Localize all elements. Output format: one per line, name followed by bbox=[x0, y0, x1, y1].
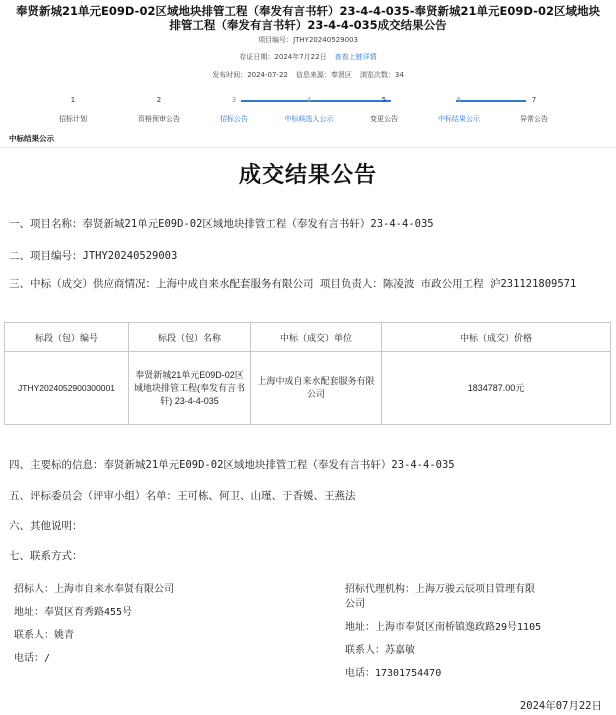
agency-contact: 联系人：苏嘉敏 bbox=[345, 645, 415, 656]
tenderer-contact: 联系人：姚青 bbox=[14, 630, 74, 641]
table-cell: 1834787.00元 bbox=[382, 352, 611, 425]
item-project-number: 二、项目编号：JTHY20240529003 bbox=[9, 250, 178, 262]
source-label: 信息来源： bbox=[295, 71, 331, 79]
views-value: 34 bbox=[394, 71, 404, 79]
document-title: 成交结果公告 bbox=[238, 162, 377, 188]
step-number: 5 bbox=[381, 96, 387, 104]
step-number: 6 bbox=[456, 96, 462, 104]
step-label: 变更公告 bbox=[370, 115, 398, 123]
step-prequalification[interactable] bbox=[124, 95, 194, 124]
item-other-notes: 六、其他说明： bbox=[9, 520, 83, 532]
item-committee: 五、评标委员会（评审小组）名单：王可栋、何卫、山瑾、于香媛、王燕法 bbox=[9, 490, 356, 502]
views-label: 浏览次数： bbox=[359, 71, 395, 79]
table-header-row bbox=[5, 323, 611, 352]
step-abnormal[interactable] bbox=[499, 95, 569, 124]
table-cell: 奉贤新城21单元E09D-02区域地块排管工程(奉发有言书轩) 23-4-4-035 bbox=[129, 352, 251, 425]
step-candidates[interactable] bbox=[274, 95, 344, 124]
chain-details-link[interactable]: 查看上链详情 bbox=[334, 53, 377, 61]
table-cell: 上海中成自来水配套服务有限公司 bbox=[251, 352, 382, 425]
step-number: 7 bbox=[531, 96, 537, 104]
column-header: 标段（包）编号 bbox=[5, 323, 129, 352]
step-plan[interactable] bbox=[38, 95, 108, 124]
deposit-date-value: 2024年7月22日 bbox=[274, 53, 327, 61]
step-label: 招标计划 bbox=[59, 115, 87, 123]
step-number: 2 bbox=[156, 96, 162, 104]
deposit-date-label: 存证日期： bbox=[239, 53, 275, 61]
step-number: 1 bbox=[70, 96, 76, 104]
section-heading: 中标结果公示 bbox=[9, 134, 54, 143]
item-contact-heading: 七、联系方式： bbox=[9, 550, 83, 562]
column-header: 中标（成交）单位 bbox=[251, 323, 382, 352]
tenderer-address: 地址：奉贤区育秀路455号 bbox=[14, 607, 133, 618]
step-tender-notice[interactable] bbox=[199, 95, 269, 124]
step-result[interactable] bbox=[424, 95, 494, 124]
project-number-label: 项目编号： bbox=[258, 36, 294, 44]
tenderer-phone: 电话：/ bbox=[14, 653, 51, 664]
item-project-name: 一、项目名称：奉贤新城21单元E09D-02区域地块排管工程（奉发有言书轩）23-4-4-035 bbox=[9, 218, 434, 230]
project-number-value: JTHY20240529003 bbox=[293, 36, 358, 44]
deposit-line bbox=[0, 52, 616, 62]
item-supplier: 三、中标（成交）供应商情况：上海中成自来水配套服务有限公司 项目负责人：陈凌波 市政公用工程 沪231121809571 bbox=[9, 278, 577, 290]
announcement-date: 2024年07月22日 bbox=[519, 700, 602, 712]
column-header: 标段（包）名称 bbox=[129, 323, 251, 352]
agency-address: 地址：上海市奉贤区南桥镇逸政路29号1105 bbox=[345, 622, 542, 633]
page-title: 奉贤新城21单元E09D-02区域地块排管工程（奉发有言书轩）23-4-4-035-奉贤新城21单元E09D-02区域地块排管工程（奉发有言书轩）23-4-4-035成交结果公告 bbox=[16, 4, 600, 32]
step-number: 3 bbox=[231, 96, 237, 104]
project-number-line bbox=[0, 35, 616, 45]
source-value: 奉贤区 bbox=[330, 71, 352, 79]
step-label: 中标结果公示 bbox=[438, 115, 480, 123]
step-change-notice[interactable] bbox=[349, 95, 419, 124]
agency-name: 招标代理机构：上海万骏云辰项目管理有限 bbox=[345, 584, 535, 595]
item-main-subject: 四、主要标的信息：奉贤新城21单元E09D-02区域地块排管工程（奉发有言书轩）23-4-4-035 bbox=[9, 459, 455, 471]
publish-info-line bbox=[0, 70, 616, 80]
agency-phone: 电话：17301754470 bbox=[345, 668, 442, 679]
step-number: 4 bbox=[306, 96, 312, 104]
step-label: 异常公告 bbox=[520, 115, 548, 123]
step-label: 招标公告 bbox=[220, 115, 248, 123]
step-label: 中标候选人公示 bbox=[284, 115, 334, 123]
step-label: 资格预审公告 bbox=[138, 115, 180, 123]
process-progress bbox=[46, 95, 566, 125]
result-table bbox=[4, 322, 611, 425]
column-header: 中标（成交）价格 bbox=[382, 323, 611, 352]
publish-time-value: 2024-07-22 bbox=[247, 71, 288, 79]
agency-name-cont: 公司 bbox=[345, 599, 365, 610]
publish-time-label: 发布时间： bbox=[212, 71, 248, 79]
table-cell: JTHY2024052900300001 bbox=[5, 352, 129, 425]
tenderer-name: 招标人：上海市自来水奉贤有限公司 bbox=[14, 584, 174, 595]
table-row bbox=[5, 352, 611, 425]
divider bbox=[0, 147, 616, 148]
